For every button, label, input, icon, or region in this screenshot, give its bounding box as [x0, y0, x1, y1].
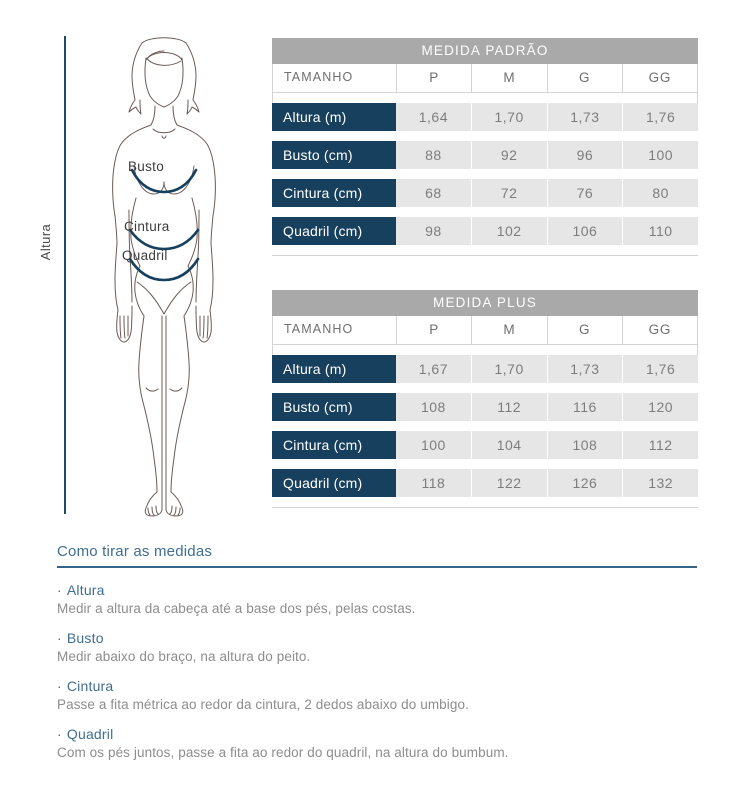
- table-row: [272, 355, 698, 383]
- how-to-item-cintura: [57, 678, 697, 712]
- cell-value: 98: [396, 217, 472, 245]
- cell-value: 1,76: [623, 355, 698, 383]
- column-header-p: P: [397, 64, 472, 92]
- bullet-icon: ·: [57, 726, 62, 742]
- cell-value: 126: [548, 469, 624, 497]
- row-label: Quadril (cm): [272, 469, 396, 497]
- table-row: [272, 141, 698, 169]
- table-column-header-row: [272, 316, 698, 345]
- table-row: [272, 103, 698, 131]
- cell-value: 108: [396, 393, 472, 421]
- cell-value: 106: [548, 217, 624, 245]
- table-bottom-rule: [272, 255, 698, 256]
- section-divider: [57, 566, 697, 568]
- column-header-tamanho: TAMANHO: [273, 64, 397, 92]
- cell-value: 96: [548, 141, 624, 169]
- how-to-item-text: Com os pés juntos, passe a fita ao redor do quadril, na altura do bumbum.: [57, 745, 509, 760]
- table-row: [272, 217, 698, 245]
- table-spacer: [272, 93, 698, 103]
- bullet-icon: ·: [57, 630, 62, 646]
- cell-value: 1,76: [623, 103, 698, 131]
- table-bottom-rule: [272, 507, 698, 508]
- cell-value: 88: [396, 141, 472, 169]
- cell-value: 1,67: [396, 355, 472, 383]
- cell-value: 112: [472, 393, 548, 421]
- cell-value: 132: [623, 469, 698, 497]
- cell-value: 112: [623, 431, 698, 459]
- how-to-item-busto: [57, 630, 697, 664]
- how-to-item-text: Medir abaixo do braço, na altura do peito.: [57, 649, 311, 664]
- how-to-item-label: Quadril: [66, 726, 114, 742]
- row-label: Quadril (cm): [272, 217, 396, 245]
- body-figure-panel: [0, 0, 262, 520]
- hip-measure-label: Quadril: [122, 248, 168, 263]
- cell-value: 100: [396, 431, 472, 459]
- female-body-illustration: [74, 30, 254, 518]
- how-to-item-text: Passe a fita métrica ao redor da cintura, 2 dedos abaixo do umbigo.: [57, 697, 469, 712]
- column-header-m: M: [472, 64, 547, 92]
- how-to-item-label: Cintura: [66, 678, 114, 694]
- table-row: [272, 469, 698, 497]
- table-spacer: [272, 345, 698, 355]
- cell-value: 1,73: [548, 103, 624, 131]
- how-to-item-title: [57, 630, 697, 646]
- cell-value: 76: [548, 179, 624, 207]
- column-header-g: G: [548, 64, 623, 92]
- cell-value: 104: [472, 431, 548, 459]
- how-to-item-text: Medir a altura da cabeça até a base dos pés, pelas costas.: [57, 601, 416, 616]
- row-label: Altura (m): [272, 355, 396, 383]
- cell-value: 120: [623, 393, 698, 421]
- size-table-padrao: [272, 38, 698, 256]
- bust-measure-label: Busto: [128, 159, 165, 174]
- bullet-icon: ·: [57, 678, 62, 694]
- height-axis-label: Altura: [38, 223, 53, 261]
- cell-value: 68: [396, 179, 472, 207]
- how-to-measure-section: [57, 543, 697, 760]
- cell-value: 122: [472, 469, 548, 497]
- row-label: Busto (cm): [272, 393, 396, 421]
- cell-value: 1,70: [472, 355, 548, 383]
- cell-value: 110: [623, 217, 698, 245]
- how-to-item-altura: [57, 582, 697, 616]
- table-title: MEDIDA PLUS: [272, 290, 698, 316]
- cell-value: 92: [472, 141, 548, 169]
- how-to-measure-title: Como tirar as medidas: [57, 543, 213, 560]
- table-row: [272, 393, 698, 421]
- cell-value: 118: [396, 469, 472, 497]
- how-to-item-label: Busto: [66, 630, 104, 646]
- table-row: [272, 179, 698, 207]
- cell-value: 102: [472, 217, 548, 245]
- how-to-item-title: [57, 726, 697, 742]
- column-header-gg: GG: [648, 322, 672, 337]
- cell-value: 1,73: [548, 355, 624, 383]
- column-header-gg: GG: [648, 70, 672, 85]
- cell-value: 116: [548, 393, 624, 421]
- how-to-item-quadril: [57, 726, 697, 760]
- height-axis-line: [64, 36, 66, 514]
- table-title: MEDIDA PADRÃO: [272, 38, 698, 64]
- cell-value: 1,70: [472, 103, 548, 131]
- cell-value: 80: [623, 179, 698, 207]
- column-header-g: G: [548, 316, 623, 344]
- cell-value: 108: [548, 431, 624, 459]
- cell-value: 1,64: [396, 103, 472, 131]
- how-to-item-title: [57, 582, 697, 598]
- column-header-p: P: [397, 316, 472, 344]
- cell-value: 100: [623, 141, 698, 169]
- row-label: Busto (cm): [272, 141, 396, 169]
- bullet-icon: ·: [57, 582, 62, 598]
- row-label: Altura (m): [272, 103, 396, 131]
- table-column-header-row: [272, 64, 698, 93]
- row-label: Cintura (cm): [272, 431, 396, 459]
- size-table-plus: [272, 290, 698, 508]
- column-header-tamanho: TAMANHO: [273, 316, 397, 344]
- row-label: Cintura (cm): [272, 179, 396, 207]
- how-to-item-title: [57, 678, 697, 694]
- waist-measure-label: Cintura: [124, 219, 170, 234]
- cell-value: 72: [472, 179, 548, 207]
- column-header-m: M: [472, 316, 547, 344]
- table-row: [272, 431, 698, 459]
- how-to-item-label: Altura: [66, 582, 105, 598]
